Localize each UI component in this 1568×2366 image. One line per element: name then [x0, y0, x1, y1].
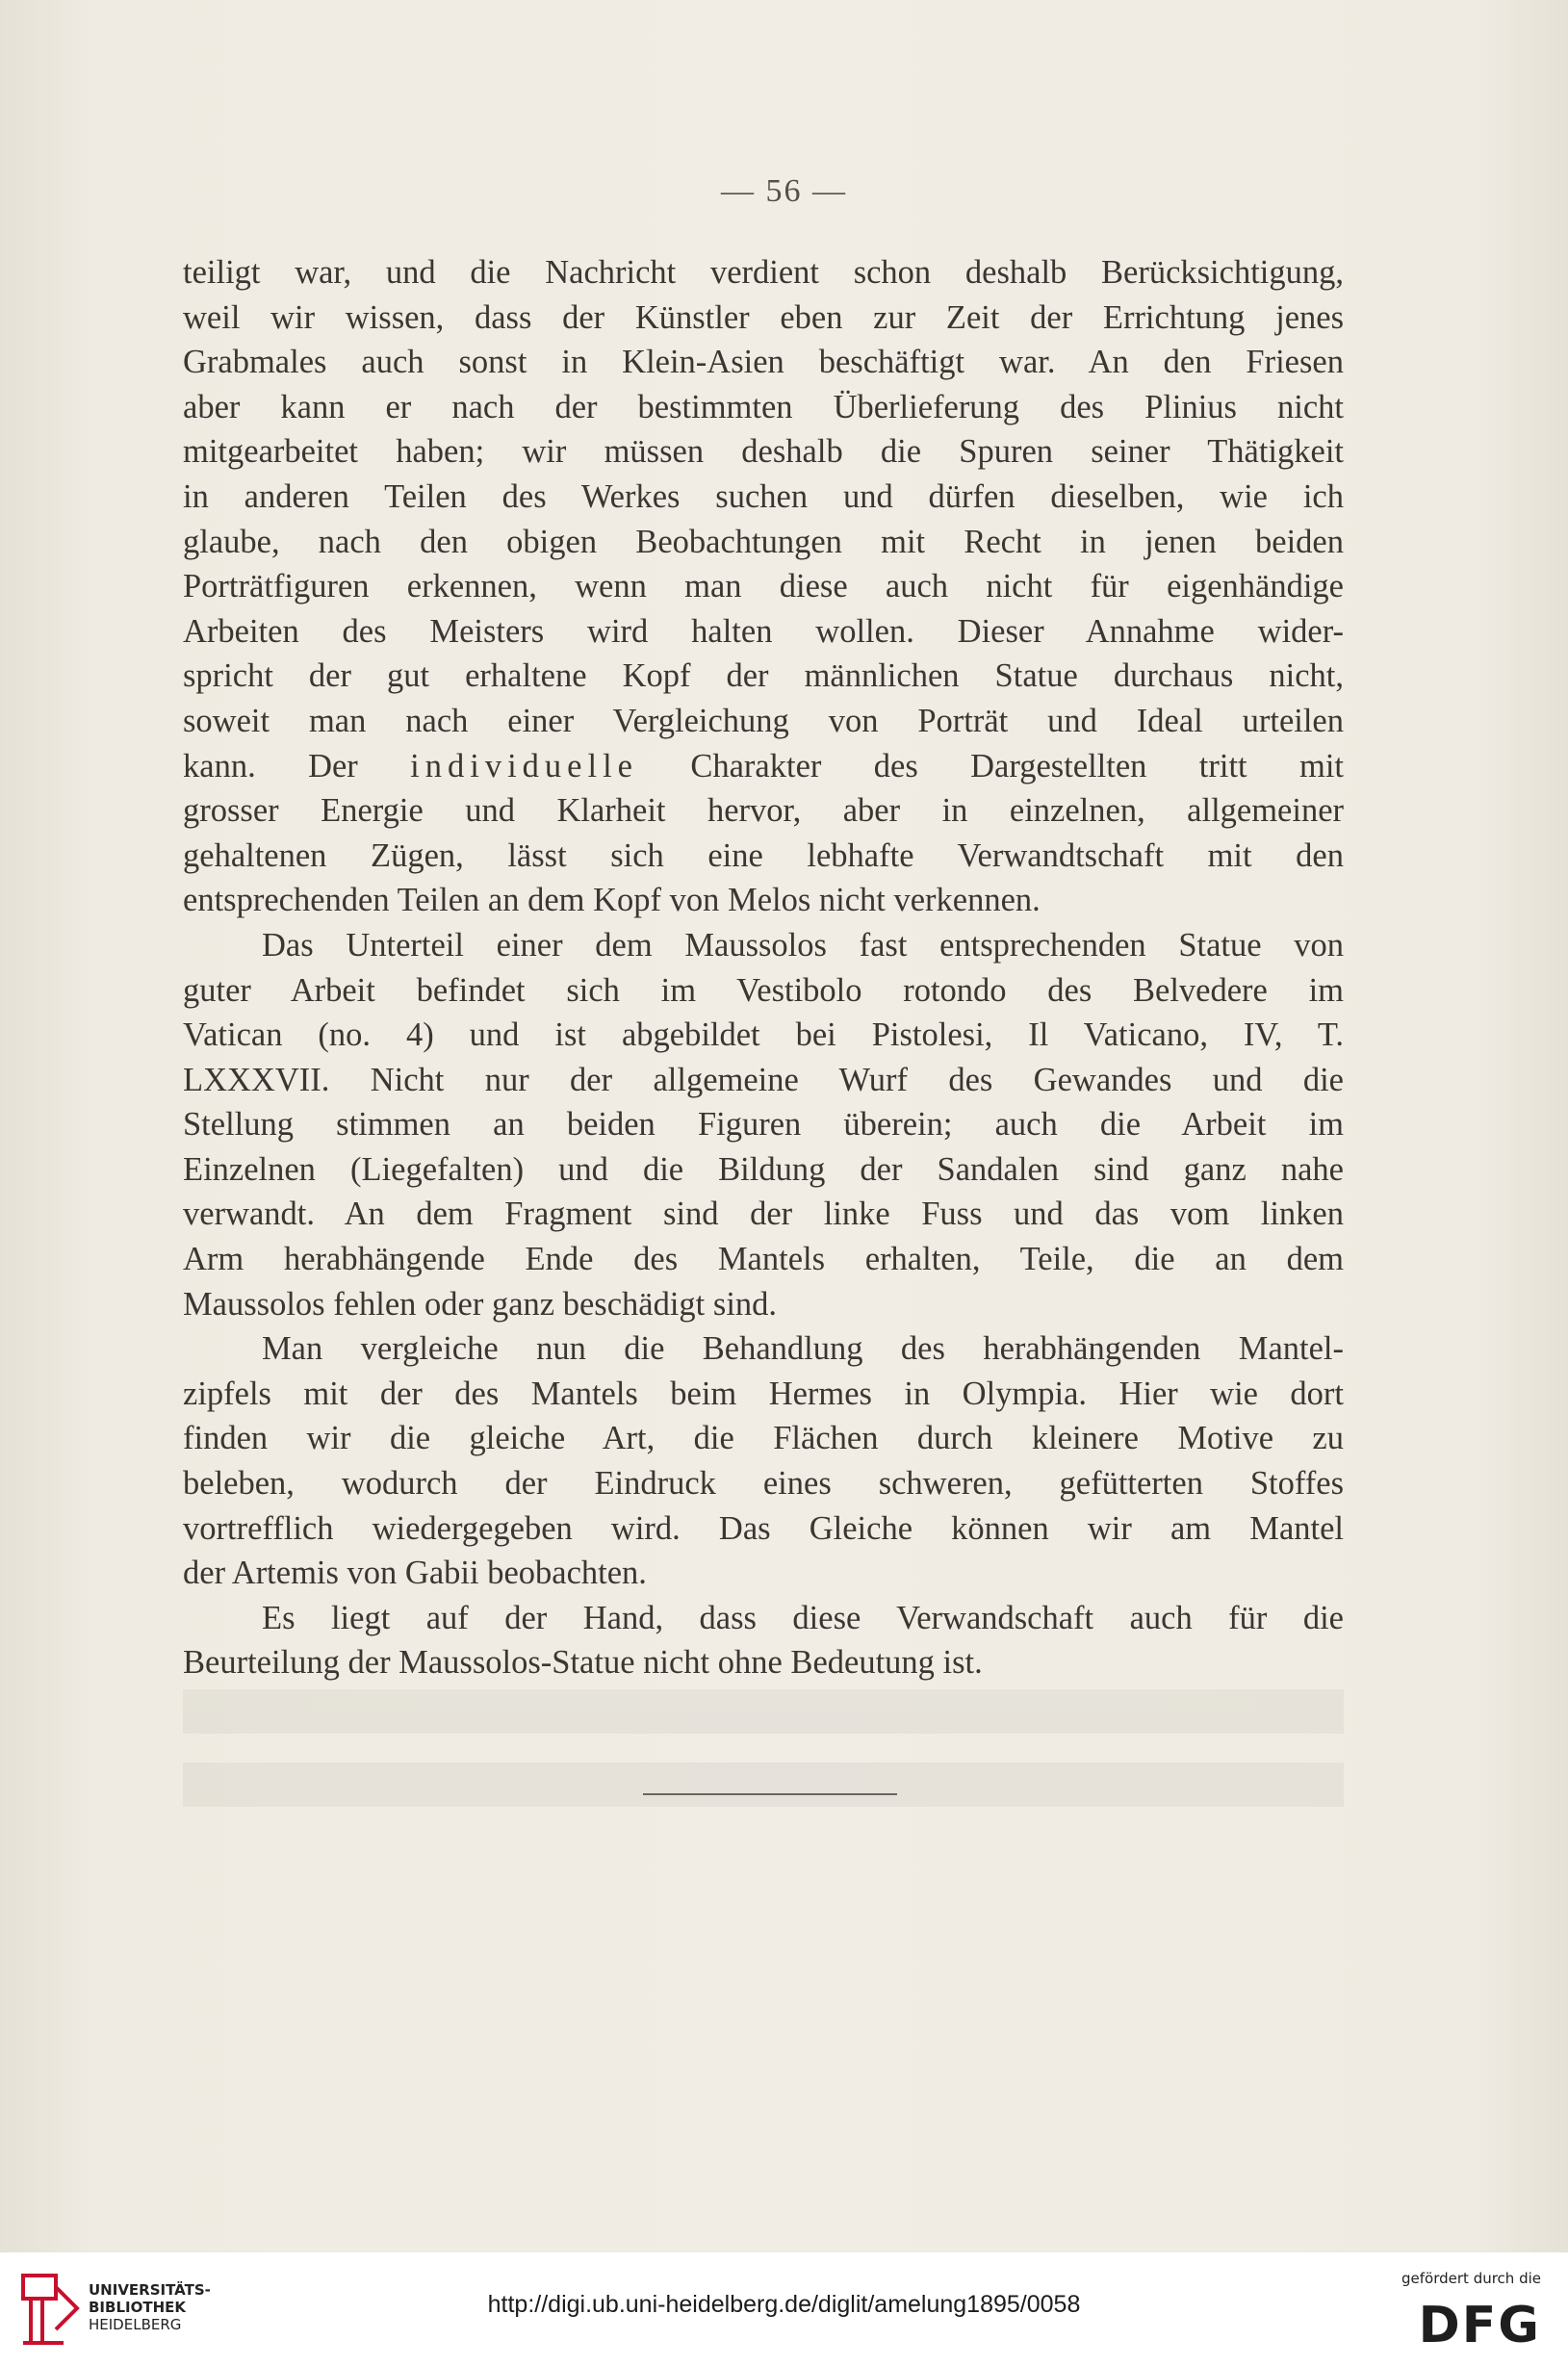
text-line: mitgearbeitet haben; wir müssen deshalb die Spuren seiner Thätigkeit — [183, 433, 1344, 471]
text-line: verwandt. An dem Fragment sind der linke Fuss und das vom linken — [183, 1196, 1344, 1233]
library-name-line: UNIVERSITÄTS- — [89, 2281, 211, 2299]
text-fragment: Charakter des Dargestellten tritt mit — [637, 747, 1345, 784]
library-name-line: BIBLIOTHEK — [89, 2299, 186, 2316]
dfg-logo: DFG — [1418, 2297, 1541, 2354]
text-line: Porträtfiguren erkennen, wenn man diese auch nicht für eigenhändige — [183, 568, 1344, 605]
viewer-footer — [0, 2252, 1568, 2366]
bleed-through-shadow — [183, 1689, 1344, 1901]
text-line: zipfels mit der des Mantels beim Hermes in Olympia. Hier wie dort — [183, 1375, 1344, 1412]
text-line: Arbeiten des Meisters wird halten wollen. Dieser Annahme wider- — [183, 612, 1344, 650]
text-line: teiligt war, und die Nachricht verdient schon deshalb Berücksichtigung, — [183, 254, 1344, 291]
text-line: finden wir die gleiche Art, die Flächen durch kleinere Motive zu — [183, 1420, 1344, 1457]
text-line: Beurteilung der Maussolos-Statue nicht ohne Bedeutung ist. — [183, 1644, 983, 1682]
text-line: vortrefflich wiedergegeben wird. Das Gleiche können wir am Mantel — [183, 1509, 1344, 1547]
text-line: Es liegt auf der Hand, dass diese Verwandschaft auch für die — [262, 1599, 1344, 1636]
text-line: Maussolos fehlen oder ganz beschädigt sind. — [183, 1285, 778, 1323]
text-line: glaube, nach den obigen Beobachtungen mit Recht in jenen beiden — [183, 523, 1344, 560]
text-line: entsprechenden Teilen an dem Kopf von Melos nicht verkennen. — [183, 882, 1041, 919]
text-line: weil wir wissen, dass der Künstler eben zur Zeit der Errichtung jenes — [183, 298, 1344, 336]
text-line: spricht der gut erhaltene Kopf der männlichen Statue durchaus nicht, — [183, 657, 1344, 695]
bleed-line — [183, 1762, 1344, 1807]
permalink-url[interactable]: http://digi.ub.uni-heidelberg.de/diglit/amelung1895/0058 — [487, 2291, 1081, 2318]
text-line-spaced — [183, 744, 1344, 789]
text-fragment: kann. Der — [183, 747, 411, 784]
funded-by-label: gefördert durch die — [1401, 2270, 1541, 2287]
library-name-line: HEIDELBERG — [89, 2316, 182, 2333]
text-line: Das Unterteil einer dem Maussolos fast entsprechenden Statue von — [262, 926, 1344, 964]
text-line: grosser Energie und Klarheit hervor, aber in einzelnen, allgemeiner — [183, 792, 1344, 830]
text-line: Einzelnen (Liegefalten) und die Bildung der Sandalen sind ganz nahe — [183, 1150, 1344, 1188]
text-line: Stellung stimmen an beiden Figuren überein; auch die Arbeit im — [183, 1106, 1344, 1144]
text-line: guter Arbeit befindet sich im Vestibolo rotondo des Belvedere im — [183, 971, 1344, 1009]
text-line: LXXXVII. Nicht nur der allgemeine Wurf des Gewandes und die — [183, 1061, 1344, 1098]
text-line: soweit man nach einer Vergleichung von Porträt und Ideal urteilen — [183, 702, 1344, 739]
text-line: der Artemis von Gabii beobachten. — [183, 1555, 647, 1592]
body-text — [183, 250, 1344, 1685]
text-line: Man vergleiche nun die Behandlung des herabhängenden Mantel- — [262, 1330, 1344, 1368]
text-line: in anderen Teilen des Werkes suchen und dürfen dieselben, wie ich — [183, 477, 1344, 515]
text-line: gehaltenen Zügen, lässt sich eine lebhafte Verwandtschaft mit den — [183, 836, 1344, 874]
text-line: Grabmales auch sonst in Klein-Asien beschäftigt war. An den Friesen — [183, 344, 1344, 381]
text-line: Arm herabhängende Ende des Mantels erhalten, Teile, die an dem — [183, 1241, 1344, 1278]
page-number: — 56 — — [721, 173, 847, 209]
bleed-line — [183, 1689, 1344, 1734]
text-line: Vatican (no. 4) und ist abgebildet bei Pistolesi, Il Vaticano, IV, T. — [183, 1016, 1344, 1054]
emphasized-word: individuelle — [410, 747, 638, 784]
text-line: aber kann er nach der bestimmten Überlieferung des Plinius nicht — [183, 388, 1344, 425]
text-line: beleben, wodurch der Eindruck eines schweren, gefütterten Stoffes — [183, 1465, 1344, 1503]
section-rule — [643, 1793, 897, 1795]
